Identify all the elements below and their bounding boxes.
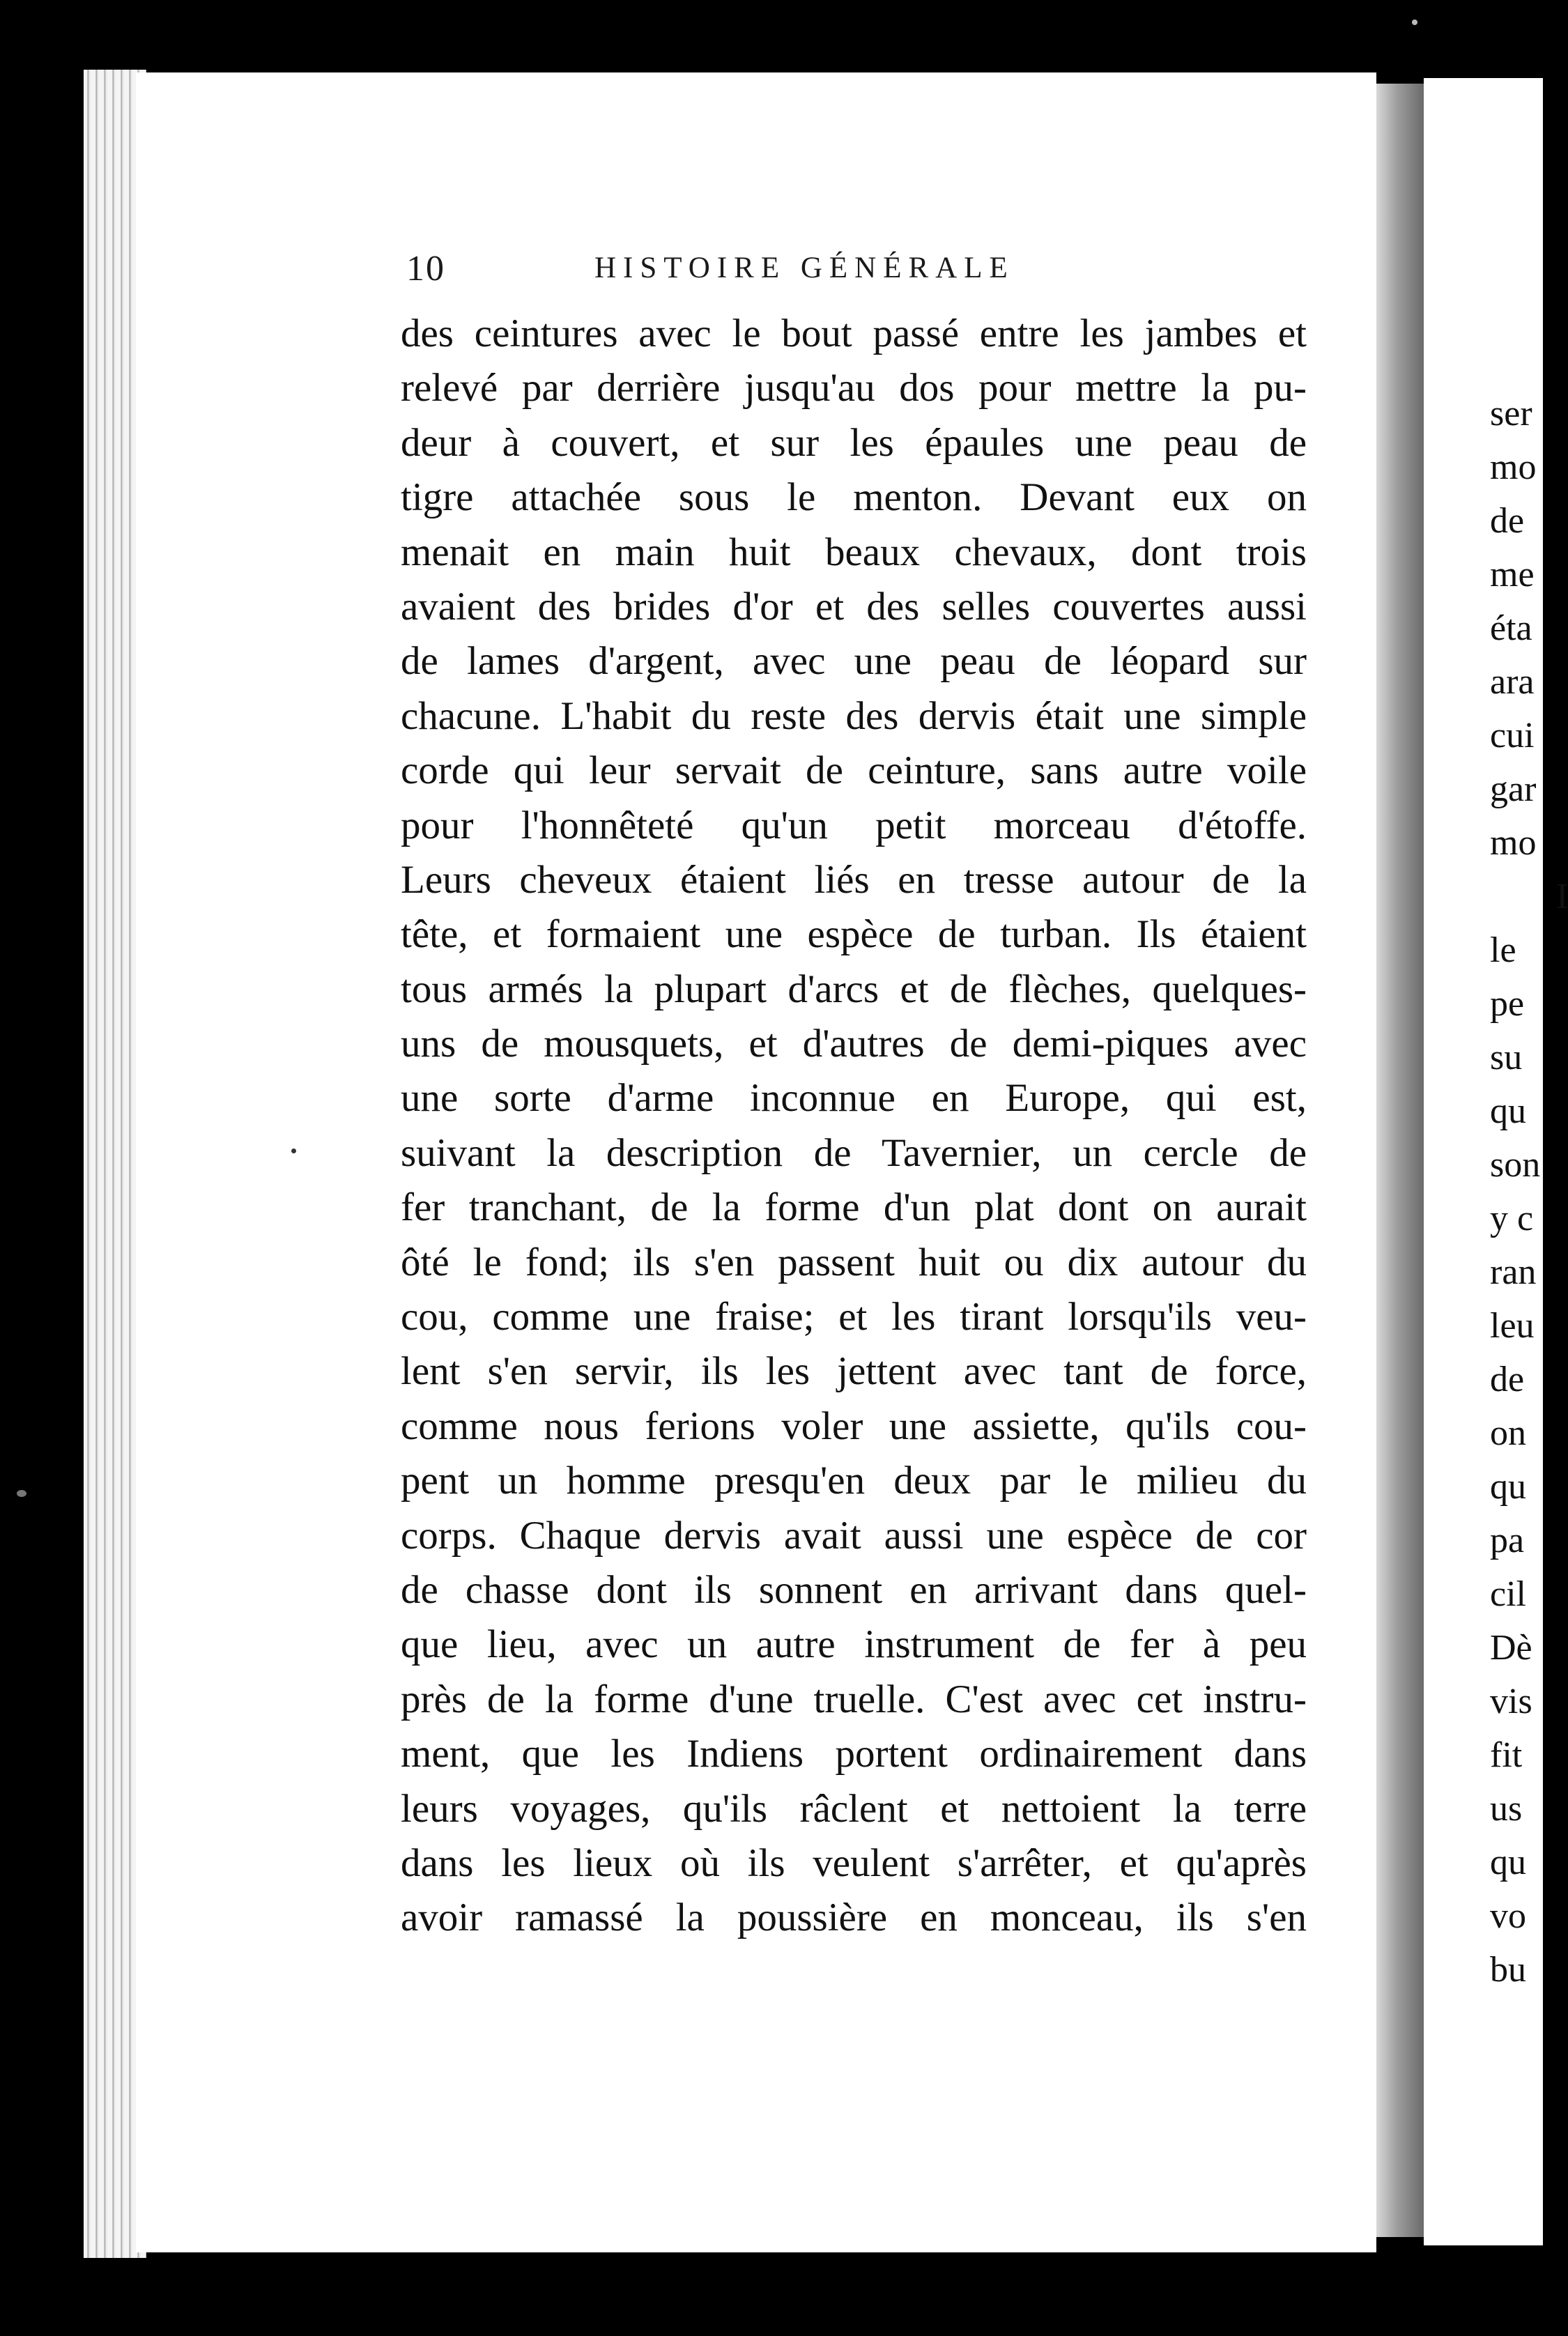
running-title: HISTOIRE GÉNÉRALE xyxy=(594,252,1015,284)
text-line: tous armés la plupart d'arcs et de flèches, quelques- xyxy=(401,967,1307,1011)
facing-line: Dè xyxy=(1490,1628,1532,1668)
facing-line: bu xyxy=(1490,1950,1526,1990)
facing-line: leu xyxy=(1490,1306,1535,1346)
text-line: pent un homme presqu'en deux par le milieu du xyxy=(401,1459,1307,1503)
body-text xyxy=(401,307,1307,1946)
page-number: 10 xyxy=(406,249,445,289)
text-line: corde qui leur servait de ceinture, sans autre voile xyxy=(401,748,1307,793)
text-line: relevé par derrière jusqu'au dos pour mettre la pu- xyxy=(401,366,1307,410)
text-line: ment, que les Indiens portent ordinairement dans xyxy=(401,1732,1307,1776)
text-line: ôté le fond; ils s'en passent huit ou dix autour du xyxy=(401,1240,1307,1284)
facing-line: su xyxy=(1490,1038,1523,1077)
dust-mark xyxy=(17,1490,26,1497)
text-line: dans les lieux où ils veulent s'arrêter, et qu'après xyxy=(401,1841,1307,1885)
facing-line: éta xyxy=(1490,608,1532,648)
text-line: avaient des brides d'or et des selles couvertes aussi xyxy=(401,584,1307,629)
facing-line: gar xyxy=(1490,769,1537,809)
facing-line: qu xyxy=(1490,1091,1526,1131)
facing-line: fit xyxy=(1490,1735,1523,1775)
text-line: cou, comme une fraise; et les tirant lorsqu'ils veu- xyxy=(401,1295,1307,1339)
facing-line: vis xyxy=(1490,1682,1532,1721)
text-line: près de la forme d'une truelle. C'est avec cet instru- xyxy=(401,1677,1307,1721)
facing-line: on xyxy=(1490,1413,1526,1453)
facing-line: de xyxy=(1490,1360,1525,1399)
facing-line: qu xyxy=(1490,1467,1526,1507)
facing-line: ara xyxy=(1490,662,1535,702)
text-line: de lames d'argent, avec une peau de léopard sur xyxy=(401,639,1307,684)
facing-page xyxy=(1424,78,1568,2245)
facing-line: pa xyxy=(1490,1521,1525,1560)
text-line: tête, et formaient une espèce de turban. Ils étaient xyxy=(401,912,1307,957)
facing-line: me xyxy=(1490,555,1535,594)
facing-line: le xyxy=(1490,930,1516,970)
text-line: menait en main huit beaux chevaux, dont trois xyxy=(401,530,1307,574)
binding-gutter xyxy=(1376,84,1424,2237)
text-line: comme nous ferions voler une assiette, qu'ils cou- xyxy=(401,1404,1307,1448)
facing-line: pe xyxy=(1490,984,1525,1024)
text-line: avoir ramassé la poussière en monceau, ils s'en xyxy=(401,1896,1307,1940)
text-line: chacune. L'habit du reste des dervis était une simple xyxy=(401,693,1307,738)
facing-line: son xyxy=(1490,1145,1541,1185)
text-line: une sorte d'arme inconnue en Europe, qui est, xyxy=(401,1076,1307,1121)
text-line: fer tranchant, de la forme d'un plat dont on aurait xyxy=(401,1185,1307,1230)
facing-line: qu xyxy=(1490,1843,1526,1882)
text-line: de chasse dont ils sonnent en arrivant dans quel- xyxy=(401,1567,1307,1612)
page-header xyxy=(406,248,1305,297)
facing-line: cui xyxy=(1490,716,1535,755)
facing-line: de xyxy=(1490,501,1525,541)
text-line: que lieu, avec un autre instrument de fer à peu xyxy=(401,1622,1307,1667)
dust-mark xyxy=(1412,20,1417,25)
text-line: corps. Chaque dervis avait aussi une espèce de cor xyxy=(401,1513,1307,1558)
facing-line: us xyxy=(1490,1789,1523,1829)
facing-line: cil xyxy=(1490,1574,1526,1614)
facing-line: vo xyxy=(1490,1896,1526,1936)
text-line: deur à couvert, et sur les épaules une peau de xyxy=(401,420,1307,465)
facing-line: mo xyxy=(1490,823,1537,863)
facing-line: mo xyxy=(1490,447,1537,487)
text-line: uns de mousquets, et d'autres de demi-piques avec xyxy=(401,1022,1307,1066)
ink-speck xyxy=(291,1148,296,1153)
facing-line: ran xyxy=(1490,1252,1537,1292)
text-line: des ceintures avec le bout passé entre les jambes et xyxy=(401,312,1307,355)
text-line: tigre attachée sous le menton. Devant eux on xyxy=(401,475,1307,520)
facing-line: I xyxy=(1556,877,1568,916)
facing-line: y c xyxy=(1490,1199,1534,1238)
text-line: suivant la description de Tavernier, un cercle de xyxy=(401,1130,1307,1175)
text-line: lent s'en servir, ils les jettent avec tant de force, xyxy=(401,1349,1307,1394)
facing-line: ser xyxy=(1490,394,1532,433)
text-line: pour l'honnêteté qu'un petit morceau d'étoffe. xyxy=(401,803,1307,847)
text-line: Leurs cheveux étaient liés en tresse autour de la xyxy=(401,857,1307,902)
text-line: leurs voyages, qu'ils râclent et nettoient la terre xyxy=(401,1786,1307,1831)
